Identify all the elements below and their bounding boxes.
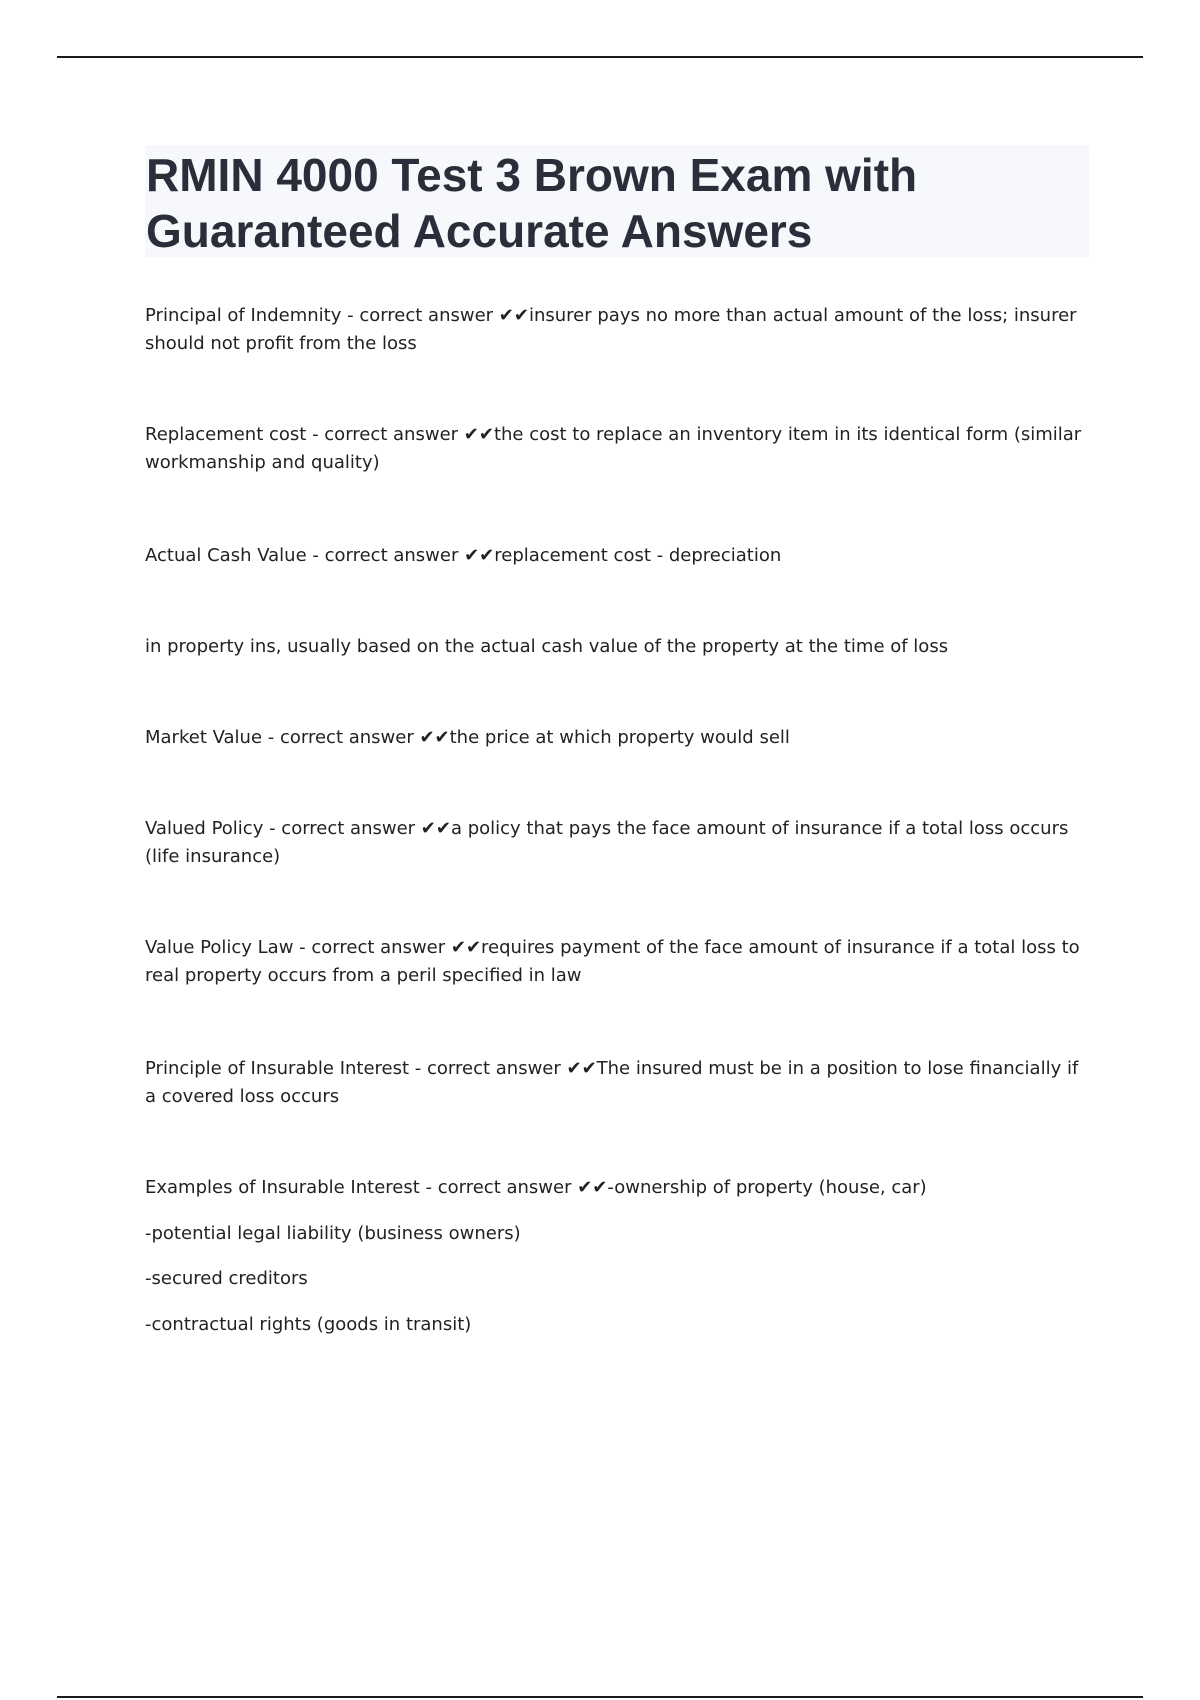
qa-answer: -ownership of property (house, car) <box>607 1177 927 1198</box>
double-check-icon: ✔✔ <box>498 305 529 326</box>
qa-entry-principal-of-indemnity <box>145 302 1085 358</box>
qa-answer: The insured must be in a position to lose financially if a covered loss occurs <box>145 1058 1079 1107</box>
qa-term: Replacement cost <box>145 424 307 445</box>
double-check-icon: ✔✔ <box>420 818 451 839</box>
acv-note: in property ins, usually based on the actual cash value of the property at the time of loss <box>145 636 949 657</box>
qa-entry-examples-of-insurable-interest <box>145 1174 1085 1202</box>
double-check-icon: ✔✔ <box>566 1058 597 1079</box>
qa-term: Examples of Insurable Interest <box>145 1177 420 1198</box>
double-check-icon: ✔✔ <box>463 424 494 445</box>
top-rule <box>57 56 1143 58</box>
qa-separator: - correct answer <box>262 727 420 748</box>
double-check-icon: ✔✔ <box>577 1177 608 1198</box>
qa-separator: - correct answer <box>306 424 464 445</box>
qa-term: Market Value <box>145 727 263 748</box>
qa-answer: the cost to replace an inventory item in its identical form (similar workmanship and quality) <box>145 424 1082 473</box>
qa-separator: - correct answer <box>409 1058 567 1079</box>
qa-entry-valued-policy <box>145 815 1085 871</box>
double-check-icon: ✔✔ <box>464 545 495 566</box>
qa-entry-principle-of-insurable-interest <box>145 1055 1085 1111</box>
qa-term: Principal of Indemnity <box>145 305 342 326</box>
qa-term: Actual Cash Value <box>145 545 307 566</box>
bottom-rule <box>57 1696 1143 1698</box>
qa-answer: insurer pays no more than actual amount of the loss; insurer should not profit from the loss <box>145 305 1077 354</box>
qa-answer: a policy that pays the face amount of insurance if a total loss occurs (life insurance) <box>145 818 1069 867</box>
qa-entry-market-value <box>145 724 1085 752</box>
qa-term: Principle of Insurable Interest <box>145 1058 410 1079</box>
document-title: RMIN 4000 Test 3 Brown Exam with Guaranteed Accurate Answers <box>146 149 918 257</box>
example-contractual-rights: -contractual rights (goods in transit) <box>145 1314 472 1335</box>
example-secured-creditors: -secured creditors <box>145 1268 308 1289</box>
qa-answer: the price at which property would sell <box>449 727 790 748</box>
qa-separator: - correct answer <box>293 937 451 958</box>
qa-term: Valued Policy <box>145 818 264 839</box>
qa-separator: - correct answer <box>419 1177 578 1198</box>
qa-separator: - correct answer <box>341 305 499 326</box>
qa-answer: requires payment of the face amount of insurance if a total loss to real property occurs from a peril specified in law <box>145 937 1080 986</box>
qa-separator: - correct answer <box>306 545 465 566</box>
qa-term: Value Policy Law <box>145 937 294 958</box>
qa-entry-actual-cash-value <box>145 542 1085 570</box>
double-check-icon: ✔✔ <box>450 937 482 958</box>
qa-separator: - correct answer <box>263 818 421 839</box>
qa-entry-replacement-cost <box>145 421 1085 477</box>
qa-answer: replacement cost - depreciation <box>494 545 782 566</box>
qa-entry-value-policy-law <box>145 934 1085 990</box>
double-check-icon: ✔✔ <box>419 727 450 748</box>
example-legal-liability: -potential legal liability (business owners) <box>145 1223 521 1244</box>
